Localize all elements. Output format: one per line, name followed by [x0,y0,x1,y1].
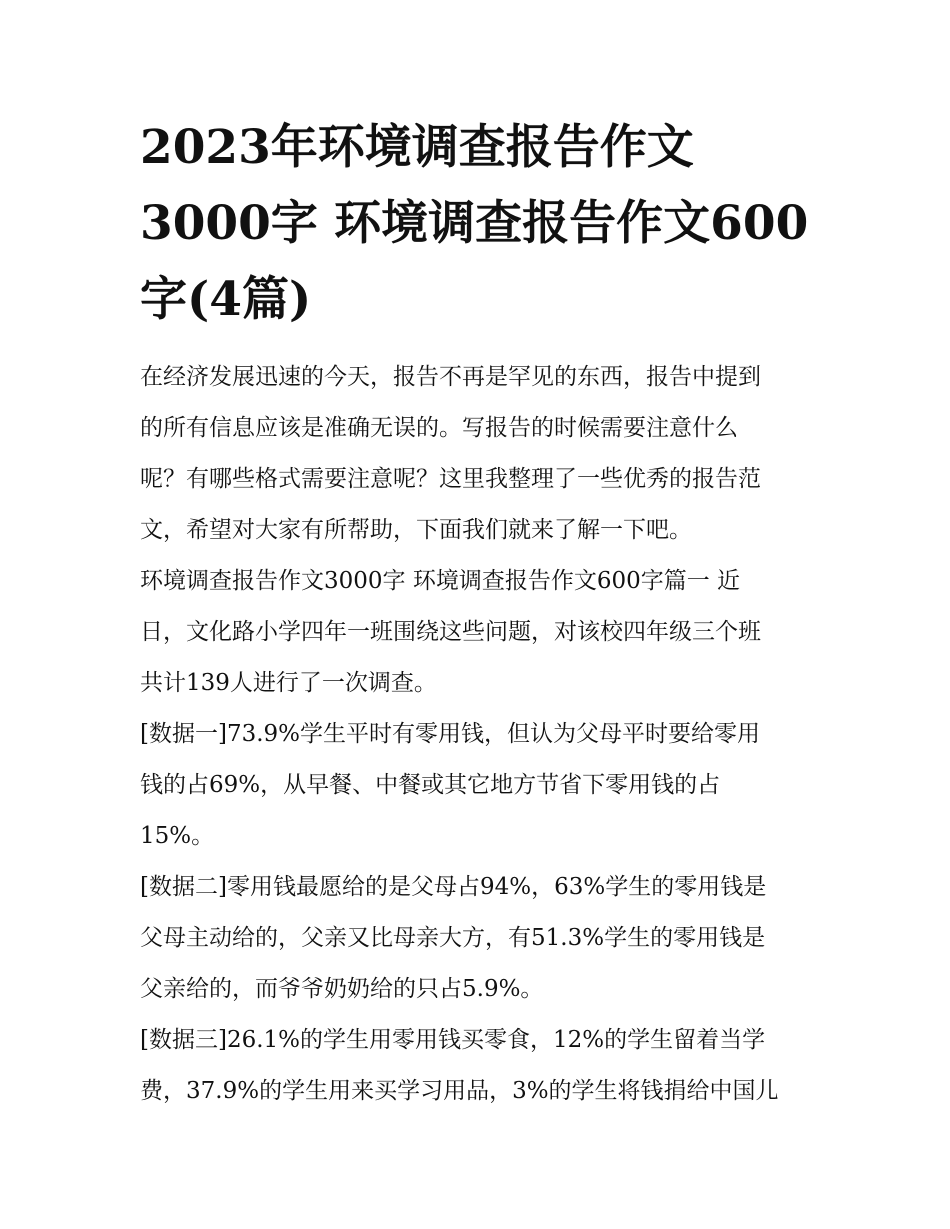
document-page [140,110,812,1117]
data-one-paragraph [140,709,812,862]
text-line: 15%。 [140,823,215,849]
text-line: 环境调查报告作文3000字 环境调查报告作文600字篇一 近 [140,568,741,594]
text-line: 日，文化路小学四年一班围绕这些问题，对该校四年级三个班 [140,619,761,645]
text-line: 费，37.9%的学生用来买学习用品，3%的学生将钱捐给中国儿 [140,1078,779,1104]
text-line: 文，希望对大家有所帮助，下面我们就来了解一下吧。 [140,517,692,543]
title-line-3: 字(4篇) [140,272,312,327]
title-line-1: 2023年环境调查报告作文 [140,120,694,175]
intro-paragraph [140,352,812,556]
text-line: 父亲给的，而爷爷奶奶给的只占5.9%。 [140,976,544,1002]
text-line: [数据一]73.9%学生平时有零用钱，但认为父母平时要给零用 [140,721,761,747]
document-body [140,352,812,1117]
document-title [140,110,812,338]
text-line: 钱的占69%，从早餐、中餐或其它地方节省下零用钱的占 [140,772,721,798]
text-line: 在经济发展迅速的今天，报告不再是罕见的东西，报告中提到 [140,364,761,390]
text-line: 的所有信息应该是准确无误的。写报告的时候需要注意什么 [140,415,738,441]
title-line-2: 3000字 环境调查报告作文600 [140,196,809,251]
data-three-paragraph [140,1015,812,1117]
text-line: 呢？有哪些格式需要注意呢？这里我整理了一些优秀的报告范 [140,466,761,492]
text-line: [数据三]26.1%的学生用零用钱买零食，12%的学生留着当学 [140,1027,766,1053]
text-line: 父母主动给的，父亲又比母亲大方，有51.3%学生的零用钱是 [140,925,766,951]
text-line: [数据二]零用钱最愿给的是父母占94%，63%学生的零用钱是 [140,874,767,900]
data-two-paragraph [140,862,812,1015]
text-line: 共计139人进行了一次调查。 [140,670,437,696]
section-one-intro-paragraph [140,556,812,709]
